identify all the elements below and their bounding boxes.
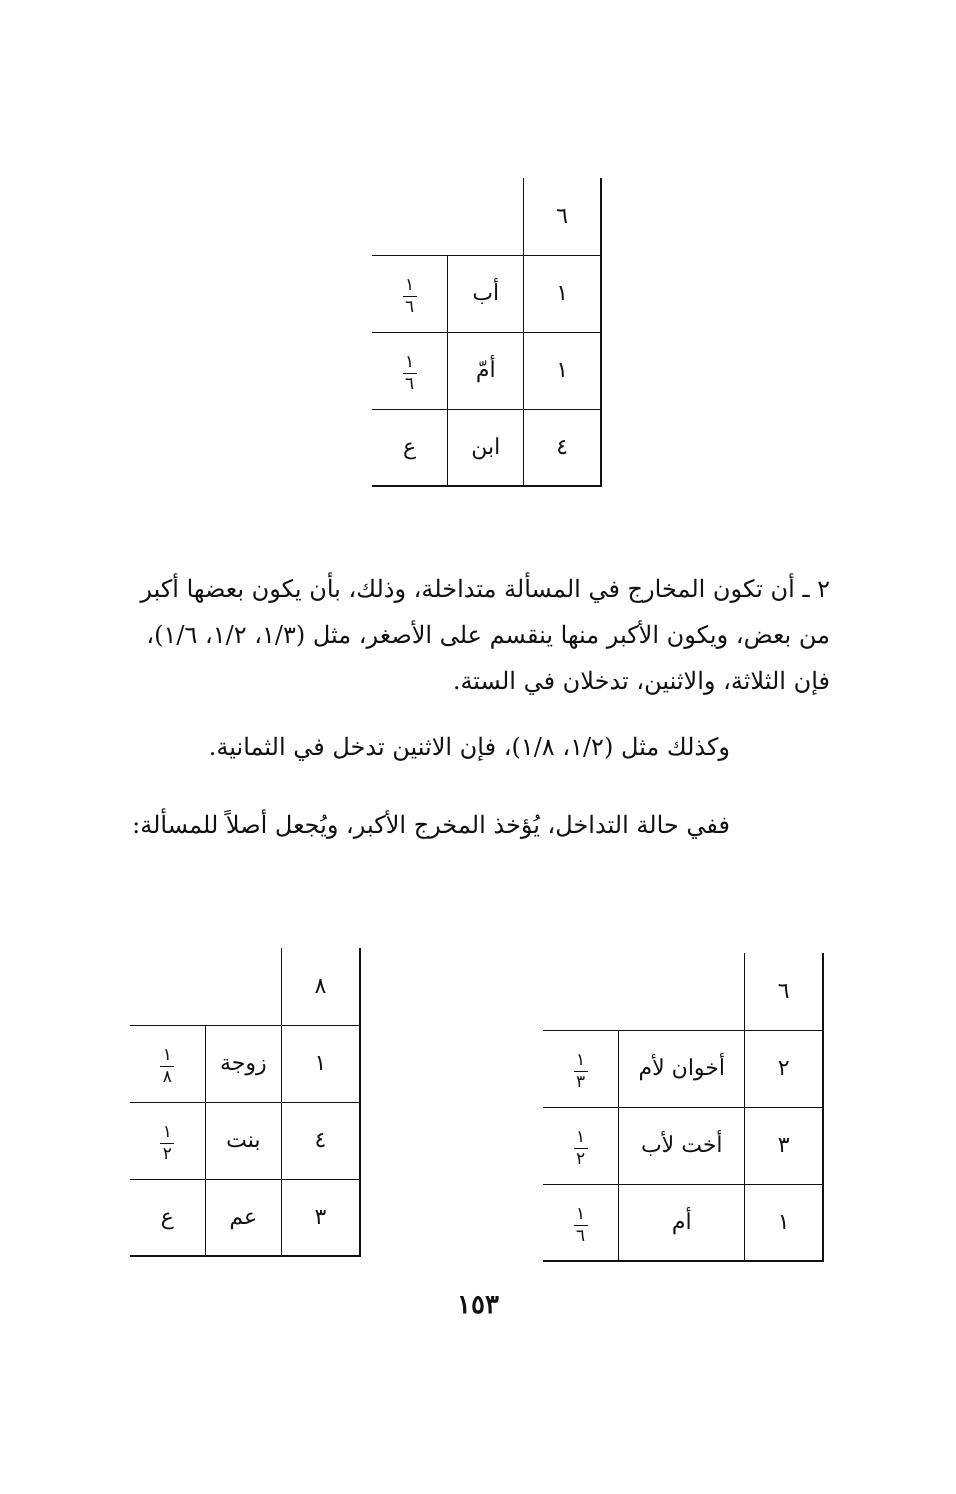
table-row-share: [130, 1102, 205, 1179]
paragraph-1: ٢ ـ أن تكون المخارج في المسألة متداخلة، وذلك، بأن يكون بعضها أكبر من بعض، ويكون الأكبر منها ينقسم على الأصغر، مثل (١/٣، ١/٢، ١/٦)، فإن الثلاثة، والاثنين، تدخلان في الستة.: [140, 575, 830, 695]
base-number: ٨: [281, 948, 360, 1025]
base-number: ٦: [524, 178, 601, 255]
inheritance-table-1: [372, 178, 602, 487]
page-number: ١٥٣: [457, 1290, 499, 1320]
table-row-share: ع: [372, 409, 448, 486]
table-row-share: [372, 255, 448, 332]
fraction: $\frac{١}{٦}$: [403, 277, 417, 316]
inheritance-table-2: [543, 953, 824, 1262]
fraction: $\frac{١}{٢}$: [574, 1129, 588, 1168]
blank-cell: [372, 178, 448, 255]
table-row-heir: أمّ: [448, 332, 524, 409]
table-row-share: [543, 1184, 619, 1261]
table-row-count: ٣: [281, 1179, 360, 1256]
table-row-share: [543, 1030, 619, 1107]
table-row-count: ٣: [745, 1107, 823, 1184]
fraction: $\frac{١}{٣}$: [574, 1052, 588, 1091]
paragraph-2: وكذلك مثل (١/٢، ١/٨)، فإن الاثنين تدخل في الثمانية.: [208, 733, 730, 761]
table-row-heir: زوجة: [205, 1025, 281, 1102]
table-row-share: [130, 1025, 205, 1102]
blank-cell: [205, 948, 281, 1025]
table-row-heir: عم: [205, 1179, 281, 1256]
table-row-heir: بنت: [205, 1102, 281, 1179]
paragraph-3: ففي حالة التداخل، يُؤخذ المخرج الأكبر، ويُجعل أصلاً للمسألة:: [132, 811, 730, 839]
table-row-count: ٢: [745, 1030, 823, 1107]
table-row-heir: أخت لأب: [619, 1107, 745, 1184]
table-row-share: [543, 1107, 619, 1184]
table-row-heir: أخوان لأم: [619, 1030, 745, 1107]
table-row-count: ٤: [524, 409, 601, 486]
base-number: ٦: [745, 953, 823, 1030]
blank-cell: [543, 953, 619, 1030]
fraction: $\frac{١}{٢}$: [160, 1124, 174, 1163]
table-row-share: [372, 332, 448, 409]
table-row-count: ١: [745, 1184, 823, 1261]
table-row-count: ١: [281, 1025, 360, 1102]
table-row-heir: أم: [619, 1184, 745, 1261]
table-row-count: ١: [524, 332, 601, 409]
table-row-share: ع: [130, 1179, 205, 1256]
table-row-heir: ابن: [448, 409, 524, 486]
table-row-count: ٤: [281, 1102, 360, 1179]
table-row-count: ١: [524, 255, 601, 332]
table-row-heir: أب: [448, 255, 524, 332]
fraction: $\frac{١}{٦}$: [403, 354, 417, 393]
blank-cell: [619, 953, 745, 1030]
fraction: $\frac{١}{٦}$: [574, 1206, 588, 1245]
inheritance-table-3: [130, 948, 361, 1257]
blank-cell: [130, 948, 205, 1025]
blank-cell: [448, 178, 524, 255]
fraction: $\frac{١}{٨}$: [160, 1047, 174, 1086]
